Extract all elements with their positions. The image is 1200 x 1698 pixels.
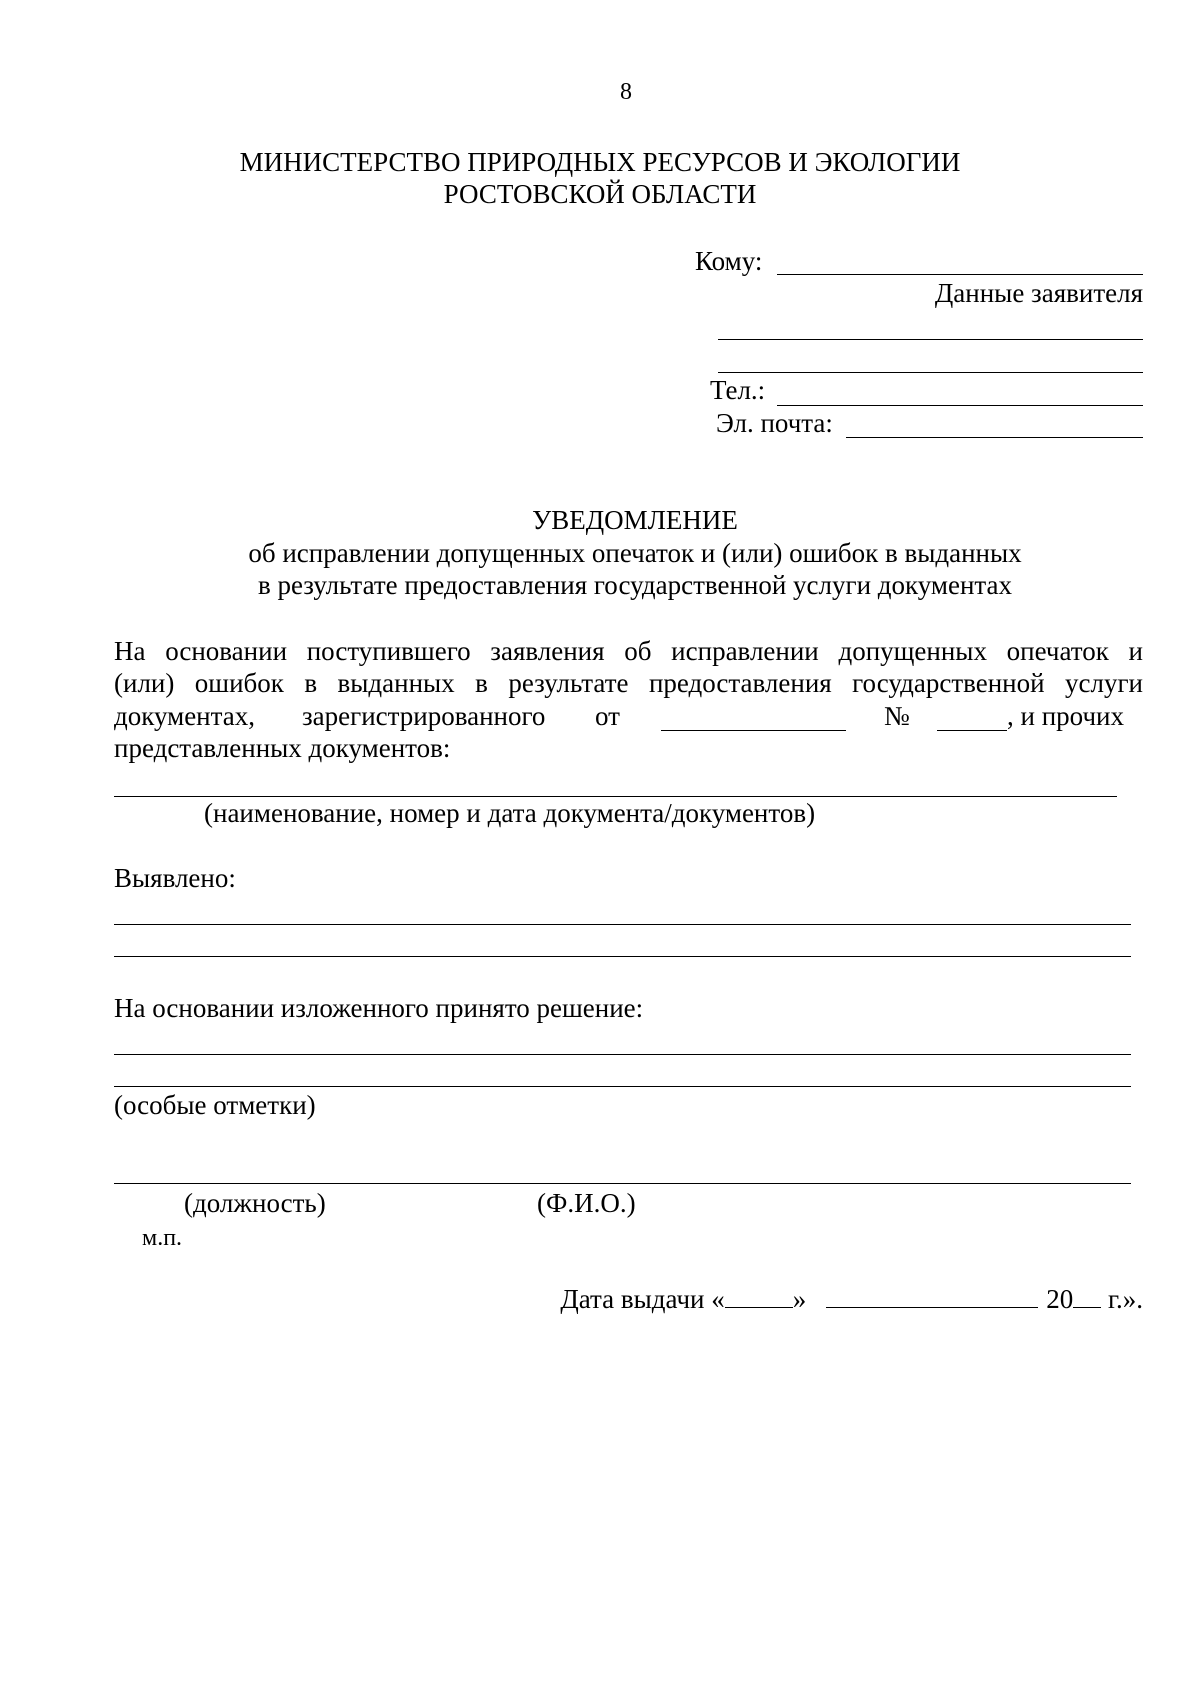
issue-date-mid: »	[792, 1284, 807, 1314]
registration-number-line	[937, 730, 1007, 731]
body-line-3-d: №	[884, 701, 910, 731]
decision-line-1	[114, 1054, 1131, 1055]
to-label: Кому:	[695, 246, 763, 276]
issue-month-blank	[826, 1283, 1038, 1308]
registration-date-line	[661, 730, 846, 731]
seal-label: м.п.	[142, 1225, 183, 1251]
position-label: (должность)	[184, 1188, 326, 1218]
issue-date-prefix: Дата выдачи «	[560, 1284, 725, 1314]
notice-title: УВЕДОМЛЕНИЕ	[532, 505, 738, 535]
fio-label: (Ф.И.О.)	[537, 1188, 636, 1218]
issue-day-blank	[725, 1283, 793, 1308]
phone-field-line	[777, 405, 1143, 406]
identified-line-2	[114, 956, 1131, 957]
ministry-header-line1: МИНИСТЕРСТВО ПРИРОДНЫХ РЕСУРСОВ И ЭКОЛОГИИ	[239, 147, 961, 177]
special-marks-label: (особые отметки)	[114, 1090, 316, 1120]
signature-line	[114, 1183, 1131, 1184]
to-field-line	[777, 274, 1143, 275]
applicant-data-line-1	[718, 339, 1143, 340]
email-label: Эл. почта:	[716, 408, 833, 438]
body-line-1: На основании поступившего заявления об исправлении допущенных опечаток и	[114, 636, 1143, 666]
phone-label: Тел.:	[710, 375, 766, 405]
documents-caption: (наименование, номер и дата документа/документов)	[204, 798, 816, 828]
body-line-2: (или) ошибок в выданных в результате предоставления государственной услуги	[114, 668, 1143, 698]
body-line-4: представленных документов:	[114, 733, 451, 763]
body-line-3-b: зарегистрированного	[302, 701, 546, 731]
notice-subtitle-line2: в результате предоставления государственной услуги документах	[257, 570, 1013, 600]
applicant-data-label: Данные заявителя	[934, 278, 1143, 308]
identified-label: Выявлено:	[114, 863, 236, 893]
body-line-3-c: от	[595, 701, 620, 731]
applicant-data-line-2	[718, 372, 1143, 373]
ministry-header-line2: РОСТОВСКОЙ ОБЛАСТИ	[443, 179, 757, 209]
issue-date	[560, 1283, 1143, 1315]
identified-line-1	[114, 924, 1131, 925]
body-line-3-a: документах,	[114, 701, 255, 731]
issue-year-blank	[1073, 1283, 1101, 1308]
email-field-line	[846, 437, 1143, 438]
page-number: 8	[620, 79, 632, 105]
issue-date-suffix: г.».	[1101, 1284, 1143, 1314]
decision-line-2	[114, 1086, 1131, 1087]
body-line-3-e: , и прочих	[1007, 701, 1124, 731]
decision-label: На основании изложенного принято решение:	[114, 993, 644, 1023]
notice-subtitle-line1: об исправлении допущенных опечаток и (или) ошибок в выданных	[248, 538, 1022, 568]
issue-year-prefix: 20	[1046, 1284, 1074, 1314]
